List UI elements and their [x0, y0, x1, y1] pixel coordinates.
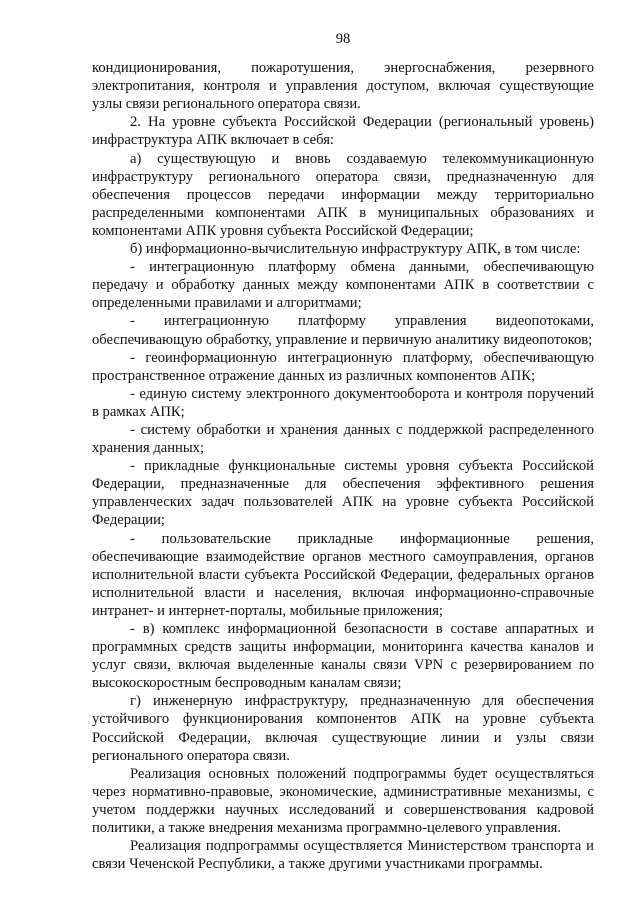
paragraph: - систему обработки и хранения данных с поддержкой распределенного хранения данных; — [92, 421, 594, 457]
paragraph: кондиционирования, пожаротушения, энергоснабжения, резервного электропитания, контроля и управления доступом, включая существующие узлы связи регионального оператора связи. — [92, 60, 594, 113]
paragraph: а) существующую и вновь создаваемую телекоммуникационную инфраструктуру регионального оператора связи, предназначенную для обеспечения процессов передачи информации между территориально распределенными компонентами АПК в муниципальных образованиях и компонентами АПК уровня субъекта Российской Федерации; — [92, 150, 594, 239]
paragraph: - пользовательские прикладные информационные решения, обеспечивающие взаимодействие органов местного самоуправления, органов исполнительной власти субъекта Российской Федерации, федеральных органов исполнительной власти и населения, включая информационно-справочные интранет- и интернет-порталы, мобильные приложения; — [92, 530, 594, 619]
document-body — [92, 59, 594, 873]
paragraph: - геоинформационную интеграционную платформу, обеспечивающую пространственное отражение данных из различных компонентов АПК; — [92, 349, 594, 384]
paragraph: - прикладные функциональные системы уровня субъекта Российской Федерации, предназначенные для обеспечения эффективного решения управленческих задач пользователей АПК на уровне субъекта Российской Федерации; — [92, 458, 594, 529]
page-number: 98 — [335, 31, 351, 47]
paragraph: - интеграционную платформу управления видеопотоками, обеспечивающую обработку, управление и первичную аналитику видеопотоков; — [92, 313, 594, 348]
paragraph: - в) комплекс информационной безопасности в составе аппаратных и программных средств защиты информации, мониторинга качества каналов и услуг связи, включая выделенные каналы связи VPN с резервированием по высокоскоростным беспроводным каналам связи; — [92, 621, 594, 692]
paragraph: - единую систему электронного документооборота и контроля поручений в рамках АПК; — [92, 385, 594, 420]
paragraph: Реализация подпрограммы осуществляется Министерством транспорта и связи Чеченской Республики, а также другими участниками программы. — [92, 838, 594, 873]
paragraph: Реализация основных положений подпрограммы будет осуществляться через нормативно-правовые, экономические, административные механизмы, с учетом поддержки научных исследований и совершенствования кадровой политики, а также внедрения механизма программно-целевого управления. — [92, 765, 594, 837]
paragraph: - интеграционную платформу обмена данными, обеспечивающую передачу и обработку данных между компонентами АПК в соответствии с определенными правилами и алгоритмами; — [92, 259, 594, 312]
paragraph: 2. На уровне субъекта Российской Федерации (региональный уровень) инфраструктура АПК включает в себя: — [92, 114, 594, 149]
paragraph: б) информационно-вычислительную инфраструктуру АПК, в том числе: — [130, 241, 581, 258]
paragraph: г) инженерную инфраструктуру, предназначенную для обеспечения устойчивого функционирования компонентов АПК на уровне субъекта Российской Федерации, включая существующие линии и узлы связи регионального оператора связи. — [92, 693, 594, 764]
